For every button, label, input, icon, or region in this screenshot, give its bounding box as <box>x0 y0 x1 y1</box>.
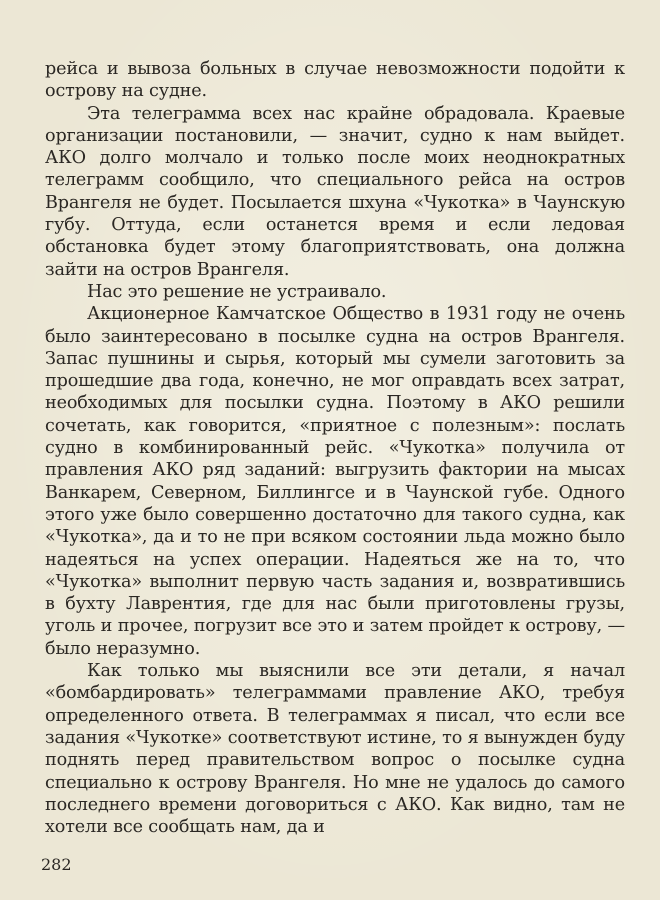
body-text <box>45 58 625 838</box>
paragraph-5: Как только мы выяснили все эти детали, я начал «бомбардировать» телеграммами правление АКО, требуя определенного ответа. В телеграммах я писал, что если все задания «Чукотке» соответствуют истине, то я вынужден буду поднять перед правительством вопрос о посылке судна специально к острову Врангеля. Но мне не удалось до самого последнего времени договориться с АКО. Как видно, там не хотели все сообщать нам, да и <box>45 661 625 838</box>
paragraph-3: Нас это решение не устраивало. <box>87 281 387 302</box>
page-number: 282 <box>41 855 72 874</box>
paragraph-2: Эта телеграмма всех нас крайне обрадовала. Краевые организации постановили, — значит, судно к нам выйдет. АКО долго молчало и только после моих неоднократных телеграмм сообщило, что специального рейса на остров Врангеля не будет. Посылается шхуна «Чукотка» в Чаунскую губу. Оттуда, если останется время и если ледовая обстановка будет этому благоприятствовать, она должна зайти на остров Врангеля. <box>45 103 625 280</box>
paragraph-1: рейса и вывоза больных в случае невозможности подойти к острову на судне. <box>45 59 625 102</box>
paragraph-4: Акционерное Камчатское Общество в 1931 году не очень было заинтересовано в посылке судна на остров Врангеля. Запас пушнины и сырья, который мы сумели заготовить за прошедшие два года, конечно, не мог оправдать всех затрат, необходимых для посылки судна. Поэтому в АКО решили сочетать, как говорится, «приятное с полезным»: послать судно в комбинированный рейс. «Чукотка» получила от правления АКО ряд заданий: выгрузить фактории на мысах Ванкарем, Северном, Биллингсе и в Чаунской губе. Одного этого уже было совершенно достаточно для такого судна, как «Чукотка», да и то не при всяком состоянии льда можно было надеяться на успех операции. Надеяться же на то, что «Чукотка» выполнит первую часть задания и, возвратившись в бухту Лаврентия, где для нас были приготовлены грузы, уголь и прочее, погрузит все это и затем пройдет к острову, — было неразумно. <box>45 304 625 659</box>
